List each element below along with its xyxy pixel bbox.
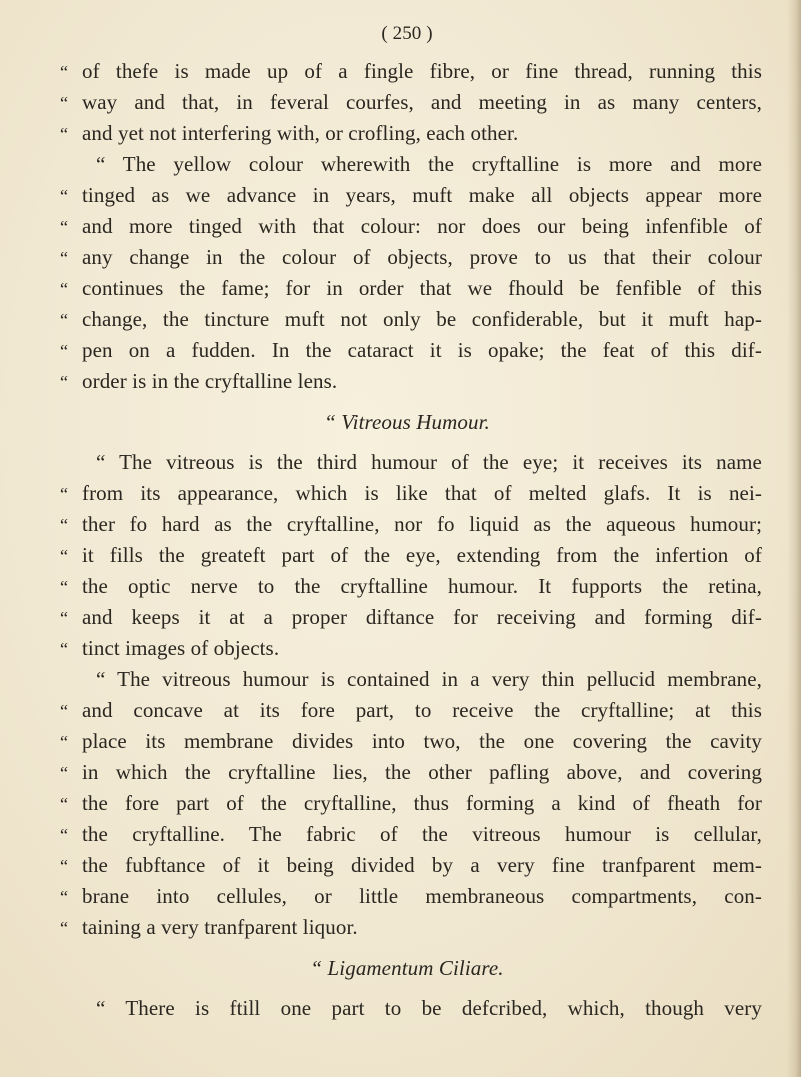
text-line: “ and more tinged with that colour: nor does our being infenfible of <box>60 214 762 238</box>
text-line: “ the fore part of the cryftalline, thus forming a kind of fheath for <box>60 791 762 815</box>
text-line: “ the optic nerve to the cryftalline humour. It fupports the retina, <box>60 574 762 598</box>
text-line: “ and keeps it at a proper diftance for receiving and forming dif- <box>60 605 762 629</box>
page-text <box>60 12 762 1024</box>
text-line: “ The vitreous humour is contained in a very thin pellucid membrane, <box>96 667 762 691</box>
text-line: “ ther fo hard as the cryftalline, nor fo liquid as the aqueous humour; <box>60 512 762 536</box>
quote-mark: “ <box>96 996 106 1020</box>
text-line: “ place its membrane divides into two, the one covering the cavity <box>60 729 762 753</box>
text-line: “ brane into cellules, or little membraneous compartments, con- <box>60 884 762 908</box>
text-line: “ The vitreous is the third humour of the eye; it receives its name <box>96 450 762 474</box>
text-line: “ The yellow colour wherewith the cryftalline is more and more <box>96 152 762 176</box>
text-line: “ the cryftalline. The fabric of the vitreous humour is cellular, <box>60 822 762 846</box>
quote-mark: “ <box>96 450 106 474</box>
text-line: “ of thefe is made up of a fingle fibre, or fine thread, running this <box>60 59 762 83</box>
text-line: “ and concave at its fore part, to receive the cryftalline; at this <box>60 698 762 722</box>
text-line: “ any change in the colour of objects, prove to us that their colour <box>60 245 762 269</box>
quote-mark: “ <box>96 667 106 691</box>
text-line: “ way and that, in feveral courfes, and meeting in as many centers, <box>60 90 762 114</box>
text-line: “ pen on a fudden. In the cataract it is opake; the feat of this dif- <box>60 338 762 362</box>
text-line: “ order is in the cryftalline lens. <box>60 369 338 393</box>
text-line: “ in which the cryftalline lies, the other pafling above, and covering <box>60 760 762 784</box>
text-line: “ tinct images of objects. <box>60 636 280 660</box>
text-line: “ and yet not interfering with, or crofling, each other. <box>60 121 519 145</box>
text-line: “ There is ftill one part to be defcribed, which, though very <box>96 996 762 1020</box>
page-number: ( 250 ) <box>381 23 433 44</box>
section-heading: “ Vitreous Humour. <box>324 410 490 434</box>
page-edge-shadow <box>787 0 801 1077</box>
text-line: “ taining a very tranfparent liquor. <box>60 915 358 939</box>
text-line: “ change, the tincture muft not only be confiderable, but it muft hap- <box>60 307 762 331</box>
quote-mark: “ <box>310 956 323 980</box>
text-line: “ continues the fame; for in order that we fhould be fenfible of this <box>60 276 762 300</box>
quote-mark: “ <box>324 410 336 434</box>
text-line: “ tinged as we advance in years, muft make all objects appear more <box>60 183 762 207</box>
section-heading: “ Ligamentum Ciliare. <box>310 956 504 980</box>
text-line: “ from its appearance, which is like that of melted glafs. It is nei- <box>60 481 762 505</box>
text-line: “ it fills the greateft part of the eye, extending from the infertion of <box>60 543 762 567</box>
text-line: “ the fubftance of it being divided by a very fine tranfparent mem- <box>60 853 762 877</box>
quote-mark: “ <box>96 152 106 176</box>
